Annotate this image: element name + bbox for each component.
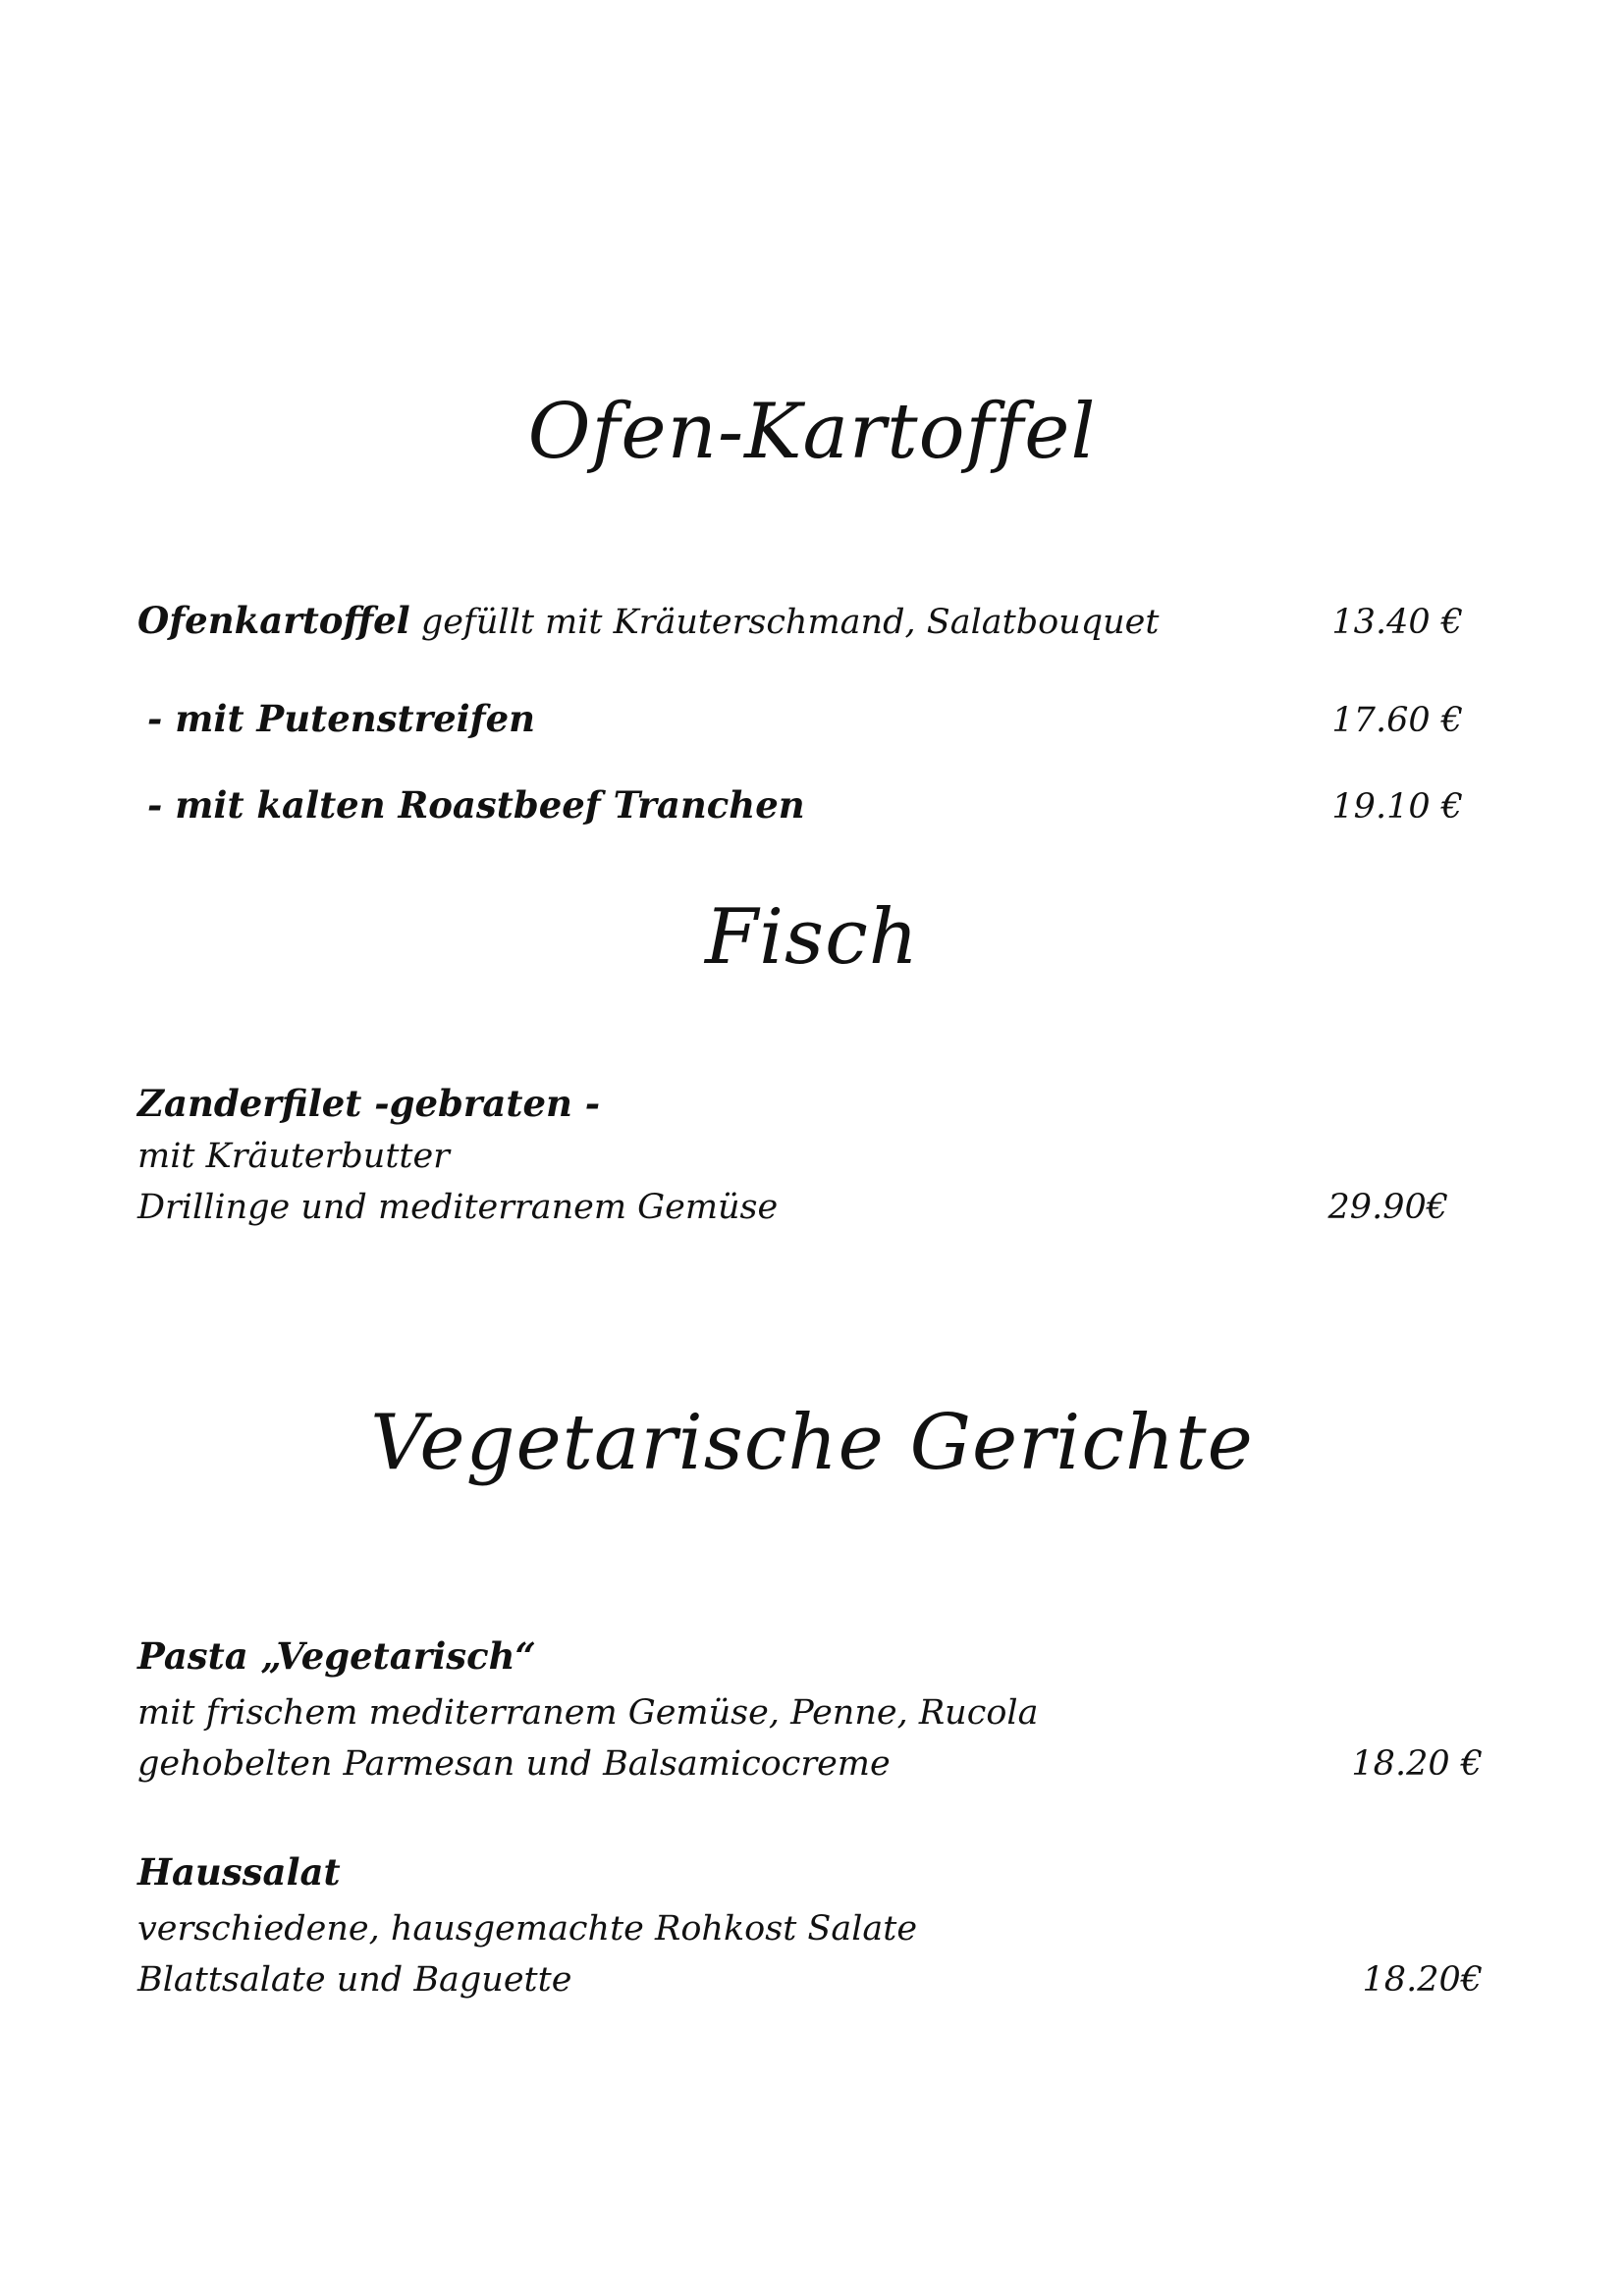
menu-item-zanderfilet: [137, 1082, 600, 1125]
section-title-vegetarische-gerichte: Vegetarische Gerichte: [370, 1399, 1254, 1487]
menu-item-ofenkartoffel: [137, 599, 1159, 642]
item-name: - mit Putenstreifen: [147, 697, 536, 740]
item-name: Zanderfilet -gebraten -: [137, 1082, 601, 1125]
item-name: Haussalat: [137, 1850, 341, 1894]
item-description-line: Drillinge und mediterranem Gemüse: [137, 1188, 779, 1227]
item-price: 18.20€: [1362, 1960, 1483, 2000]
item-price: 29.90€: [1327, 1188, 1448, 1227]
item-name: Pasta „Vegetarisch“: [137, 1634, 536, 1678]
item-description: gefüllt mit Kräuterschmand, Salatbouquet: [420, 603, 1160, 642]
menu-item-pasta-vegetarisch: [137, 1634, 536, 1678]
menu-item-roastbeef: [147, 783, 805, 827]
item-price: 13.40 €: [1331, 603, 1463, 642]
menu-item-haussalat: [137, 1850, 341, 1894]
item-name: - mit kalten Roastbeef Tranchen: [147, 783, 805, 827]
section-title-fisch: Fisch: [704, 893, 919, 982]
item-price: 18.20 €: [1351, 1744, 1483, 1784]
item-description-line: mit frischem mediterranem Gemüse, Penne, Rucola: [137, 1693, 1039, 1733]
item-price: 17.60 €: [1331, 701, 1463, 740]
item-description-line: Blattsalate und Baguette: [137, 1960, 572, 2000]
item-description-line: mit Kräuterbutter: [137, 1137, 450, 1176]
item-price: 19.10 €: [1331, 787, 1463, 827]
item-description-line: verschiedene, hausgemachte Rohkost Salate: [137, 1909, 918, 1949]
item-name: Ofenkartoffel: [137, 599, 410, 642]
menu-item-putenstreifen: [147, 697, 535, 740]
section-title-ofen-kartoffel: Ofen-Kartoffel: [527, 388, 1097, 476]
item-description-line: gehobelten Parmesan und Balsamicocreme: [137, 1744, 891, 1784]
